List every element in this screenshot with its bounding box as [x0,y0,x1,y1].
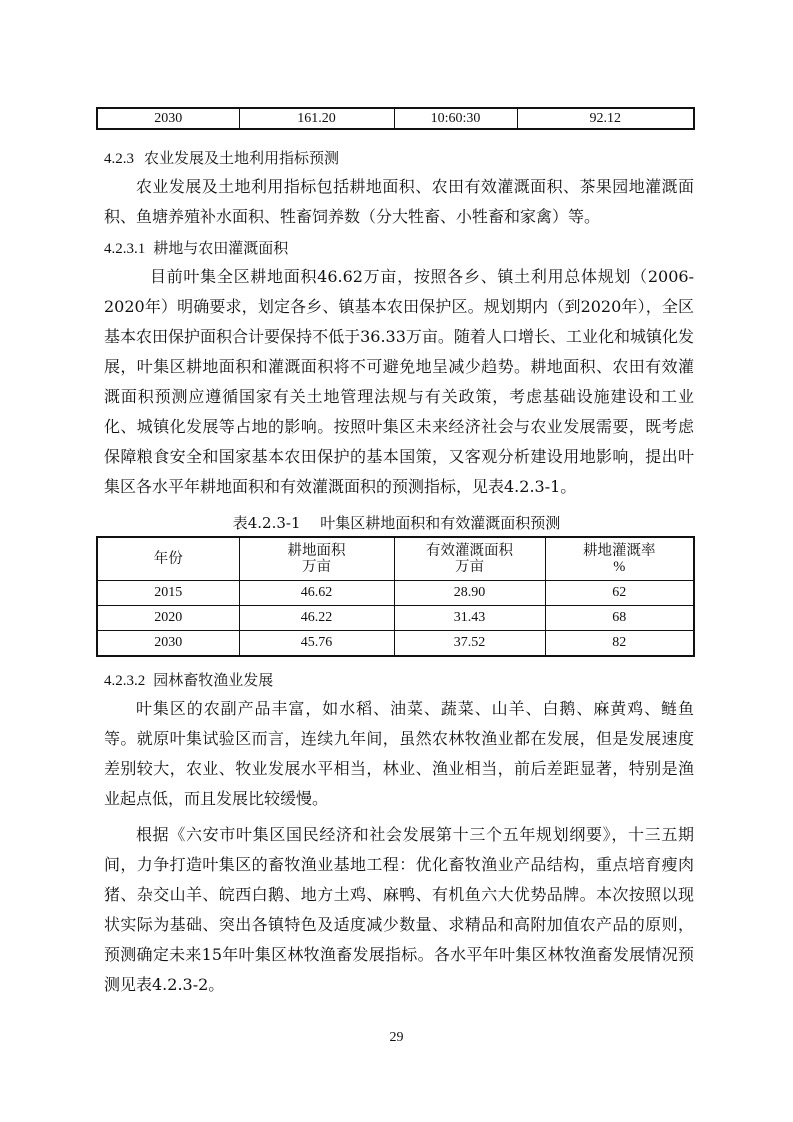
paragraph: 目前叶集全区耕地面积46.62万亩，按照各乡、镇土利用总体规划（2006-2020年）明确要求，划定各乡、镇基本农田保护区。规划期内（到2020年），全区基本农田保护面积合计要保持不低于36.33万亩。随着人口增长、工业化和城镇化发展，叶集区耕地面积和灌溉面积将不可避免地呈减少趋势。耕地面积、农田有效灌溉面积预测应遵循国家有关土地管理法规与有关政策，考虑基础设施建设和工业化、城镇化发展等占地的影响。按照叶集区未来经济社会与农业发展需要，既考虑保障粮食安全和国家基本农田保护的基本国策，又客观分析建设用地影响，提出叶集区各水平年耕地面积和有效灌溉面积的预测指标，见表4.2.3-1。 [104,267,694,496]
section-heading [104,147,339,168]
table-row [97,606,694,631]
table-cell: 92.12 [517,108,694,129]
table-cell: 161.20 [239,108,394,129]
table-cell: 46.62 [239,581,394,606]
subsection-heading [104,669,273,690]
paragraph: 叶集区的农副产品丰富，如水稻、油菜、蔬菜、山羊、白鹅、麻黄鸡、鲢鱼等。就原叶集试验区而言，连续九年间，虽然农林牧渔业都在发展，但是发展速度差别较大，农业、牧业发展水平相当，林业、渔业相当，前后差距显著，特别是渔业起点低，而且发展比较缓慢。 [104,699,694,808]
subsection-heading [104,237,288,258]
section-number: 4.2.3.1 [104,241,146,257]
table-cell: 45.76 [239,631,394,657]
table-cell: 2020 [97,606,239,631]
table-cell: 68 [545,606,694,631]
continued-table-fragment [96,107,695,130]
arable-land-table [96,536,695,657]
table-cell: 2030 [97,108,239,129]
table-cell: 28.90 [394,581,545,606]
section-title: 园林畜牧渔业发展 [153,671,274,689]
column-header-rate: 耕地灌溉率 % [545,537,694,581]
table-row [97,631,694,657]
section-title: 耕地与农田灌溉面积 [153,239,289,257]
table-header-row [97,537,694,581]
column-header-irrigated: 有效灌溉面积 万亩 [394,537,545,581]
column-header-year: 年份 [97,537,239,581]
table-cell: 2030 [97,631,239,657]
paragraph: 农业发展及土地利用指标包括耕地面积、农田有效灌溉面积、茶果园地灌溉面积、鱼塘养殖补水面积、牲畜饲养数（分大牲畜、小牲畜和家禽）等。 [104,177,694,226]
section-number: 4.2.3.2 [104,673,146,689]
table-cell: 2015 [97,581,239,606]
section-number: 4.2.3 [104,151,134,167]
table-row [97,108,694,129]
table-cell: 46.22 [239,606,394,631]
table-row [97,581,694,606]
column-header-arable: 耕地面积 万亩 [239,537,394,581]
table-cell: 37.52 [394,631,545,657]
page-number: 29 [389,1030,404,1045]
table-cell: 10:60:30 [394,108,517,129]
table-cell: 82 [545,631,694,657]
table-cell: 31.43 [394,606,545,631]
paragraph: 根据《六安市叶集区国民经济和社会发展第十三个五年规划纲要》，十三五期间，力争打造叶集区的畜牧渔业基地工程：优化畜牧渔业产品结构，重点培育瘦肉猪、杂交山羊、皖西白鹅、地方土鸡、麻鸭、有机鱼六大优势品牌。本次按照以现状实际为基础、突出各镇特色及适度减少数量、求精品和高附加值农产品的原则，预测确定未来15年叶集区林牧渔畜发展指标。各水平年叶集区林牧渔畜发展情况预测见表4.2.3-2。 [104,825,694,994]
table-caption: 表4.2.3-1 叶集区耕地面积和有效灌溉面积预测 [232,514,561,532]
table-cell: 62 [545,581,694,606]
section-title: 农业发展及土地利用指标预测 [144,149,340,167]
